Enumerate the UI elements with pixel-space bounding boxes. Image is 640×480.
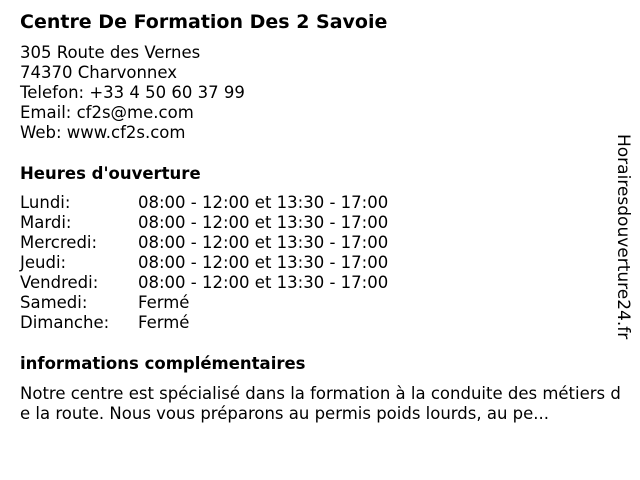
address-street: 305 Route des Vernes [20,43,201,62]
additional-info-text: Notre centre est spécialisé dans la formation à la conduite des métiers de la route. Nous vous préparons au permis poids lourds, au pe... [20,384,621,423]
day-label: Mercredi: [20,233,98,252]
hours-row-sunday [20,313,388,333]
day-hours: 08:00 - 12:00 et 13:30 - 17:00 [138,233,389,252]
day-hours: Fermé [138,293,190,312]
day-hours: 08:00 - 12:00 et 13:30 - 17:00 [138,273,389,292]
watermark-text: Horairesdouverture24.fr [613,134,633,340]
day-label: Lundi: [20,193,71,212]
opening-hours-heading: Heures d'ouverture [20,164,201,183]
hours-row-thursday [20,253,388,273]
opening-hours-table [20,193,388,333]
hours-row-monday [20,193,388,213]
hours-row-saturday [20,293,388,313]
phone-number: Telefon: +33 4 50 60 37 99 [20,83,245,102]
day-label: Jeudi: [20,253,67,272]
day-hours: Fermé [138,313,190,332]
day-label: Dimanche: [20,313,110,332]
additional-info-heading: informations complémentaires [20,354,306,373]
hours-row-friday [20,273,388,293]
day-label: Mardi: [20,213,72,232]
day-label: Samedi: [20,293,88,312]
business-name: Centre De Formation Des 2 Savoie [20,11,388,33]
website: Web: www.cf2s.com [20,123,186,142]
contact-block [20,43,245,143]
hours-row-tuesday [20,213,388,233]
day-hours: 08:00 - 12:00 et 13:30 - 17:00 [138,193,389,212]
day-label: Vendredi: [20,273,99,292]
email-address: Email: cf2s@me.com [20,103,194,122]
address-city: 74370 Charvonnex [20,63,178,82]
day-hours: 08:00 - 12:00 et 13:30 - 17:00 [138,213,389,232]
day-hours: 08:00 - 12:00 et 13:30 - 17:00 [138,253,389,272]
hours-row-wednesday [20,233,388,253]
